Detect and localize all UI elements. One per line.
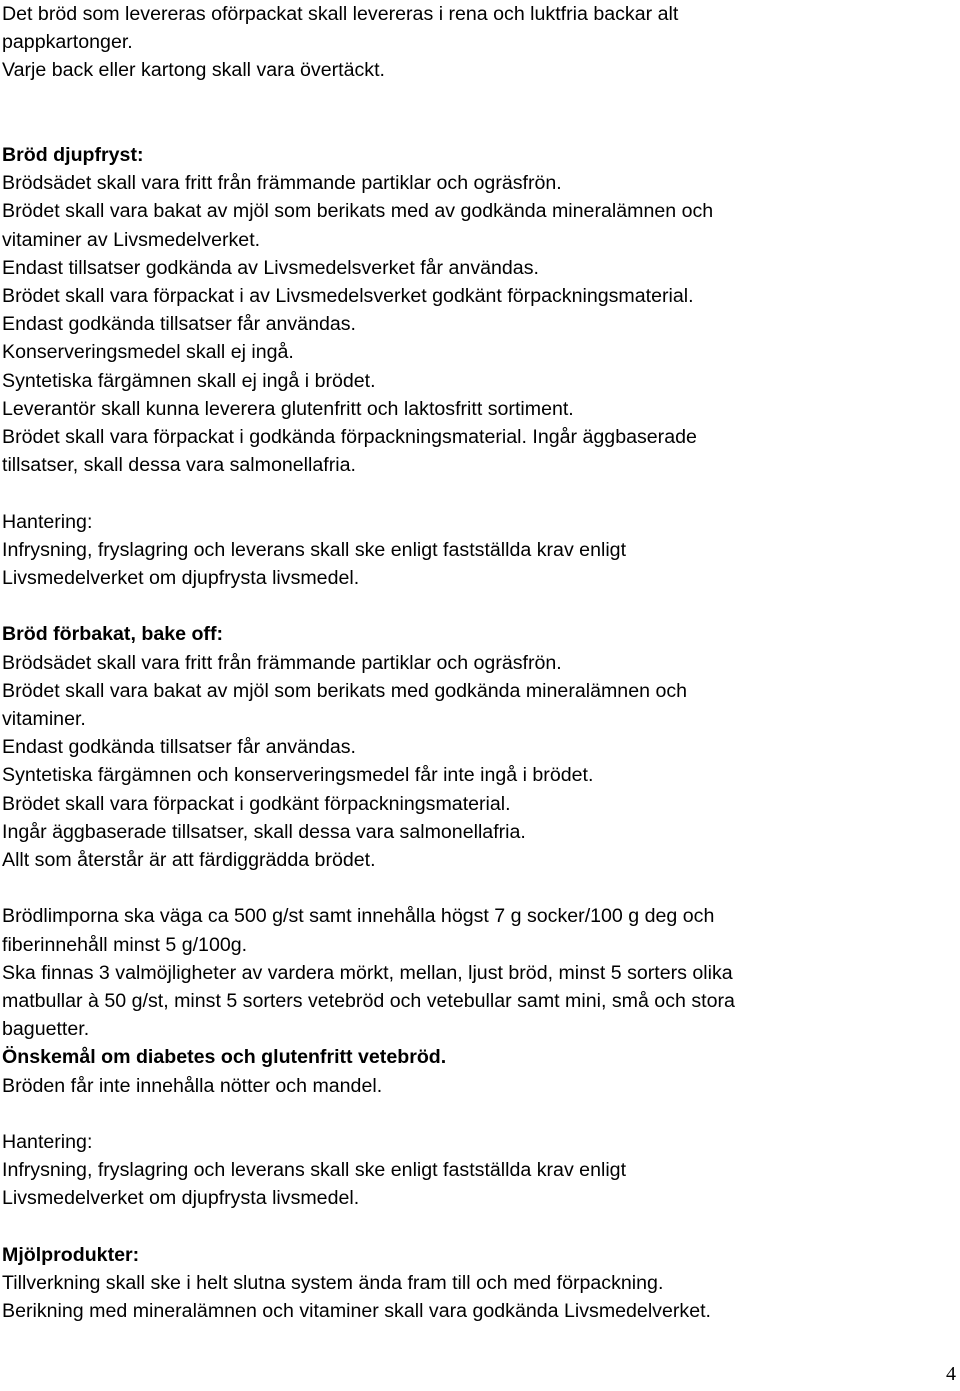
section-heading: Hantering: <box>2 1131 93 1154</box>
text-line: Livsmedelverket om djupfrysta livsmedel. <box>2 567 360 590</box>
text-line: vitaminer av Livsmedelverket. <box>2 228 261 251</box>
section-brodlimpor <box>2 902 902 1099</box>
text-line: pappkartonger. <box>2 31 133 54</box>
section-intro <box>2 0 902 85</box>
text-line: Syntetiska färgämnen skall ej ingå i brödet. <box>2 369 376 392</box>
text-line: Endast godkända tillsatser får användas. <box>2 313 356 336</box>
text-line: matbullar à 50 g/st, minst 5 sorters vetebröd och vetebullar samt mini, små och stora <box>2 990 735 1013</box>
text-line: Brödet skall vara förpackat i av Livsmedelsverket godkänt förpackningsmaterial. <box>2 285 694 307</box>
text-line: Brödet skall vara förpackat i godkända förpackningsmaterial. Ingår äggbaserade <box>2 426 697 449</box>
section-hantering-1 <box>2 508 902 593</box>
text-line: Endast tillsatser godkända av Livsmedelsverket får användas. <box>2 256 539 279</box>
section-hantering-2 <box>2 1128 902 1213</box>
text-line: Brödsädet skall vara fritt från främmande partiklar och ogräsfrön. <box>2 172 562 195</box>
text-line: Brödsädet skall vara fritt från främmande partiklar och ogräsfrön. <box>2 651 562 674</box>
text-line: Syntetiska färgämnen och konserveringsmedel får inte ingå i brödet. <box>2 764 594 787</box>
text-line: Endast godkända tillsatser får användas. <box>2 736 356 759</box>
text-line: Ingår äggbaserade tillsatser, skall dessa vara salmonellafria. <box>2 820 526 843</box>
text-line: Allt som återstår är att färdiggrädda brödet. <box>2 849 376 872</box>
section-heading: Bröd förbakat, bake off: <box>2 623 223 646</box>
text-line: Det bröd som levereras oförpackat skall levereras i rena och luktfria backar alt <box>2 3 679 25</box>
text-line: Brödet skall vara förpackat i godkänt förpackningsmaterial. <box>2 792 511 815</box>
text-line: Infrysning, fryslagring och leverans skall ske enligt fastställda krav enligt <box>2 1159 627 1182</box>
section-heading: Hantering: <box>2 510 93 533</box>
text-line: Tillverkning skall ske i helt slutna system ända fram till och med förpackning. <box>2 1272 664 1295</box>
text-line: tillsatser, skall dessa vara salmonellafria. <box>2 454 356 477</box>
page-number: 4 <box>946 1363 956 1385</box>
text-line: baguetter. <box>2 1018 90 1041</box>
section-djupfryst <box>2 141 902 479</box>
section-heading: Mjölprodukter: <box>2 1243 140 1266</box>
section-forbakat <box>2 620 902 874</box>
text-line: fiberinnehåll minst 5 g/100g. <box>2 933 248 956</box>
text-line: Leverantör skall kunna leverera glutenfritt och laktosfritt sortiment. <box>2 397 574 420</box>
section-heading: Bröd djupfryst: <box>2 143 144 166</box>
text-line: Ska finnas 3 valmöjligheter av vardera mörkt, mellan, ljust bröd, minst 5 sorters olika <box>2 961 733 984</box>
text-line: Infrysning, fryslagring och leverans skall ske enligt fastställda krav enligt <box>2 538 627 561</box>
text-line: Konserveringsmedel skall ej ingå. <box>2 341 294 364</box>
text-line: Brödet skall vara bakat av mjöl som berikats med av godkända mineralämnen och <box>2 200 714 223</box>
text-line: vitaminer. <box>2 708 86 731</box>
text-line: Brödlimporna ska väga ca 500 g/st samt innehålla högst 7 g socker/100 g deg och <box>2 905 715 928</box>
text-line: Varje back eller kartong skall vara övertäckt. <box>2 59 385 82</box>
text-line: Berikning med mineralämnen och vitaminer skall vara godkända Livsmedelverket. <box>2 1300 711 1323</box>
text-line: Brödet skall vara bakat av mjöl som berikats med godkända mineralämnen och <box>2 679 688 702</box>
text-line: Bröden får inte innehålla nötter och mandel. <box>2 1074 383 1097</box>
section-mjolprodukter <box>2 1241 902 1326</box>
text-line: Livsmedelverket om djupfrysta livsmedel. <box>2 1187 360 1210</box>
section-subheading: Önskemål om diabetes och glutenfritt vetebröd. <box>2 1046 447 1069</box>
